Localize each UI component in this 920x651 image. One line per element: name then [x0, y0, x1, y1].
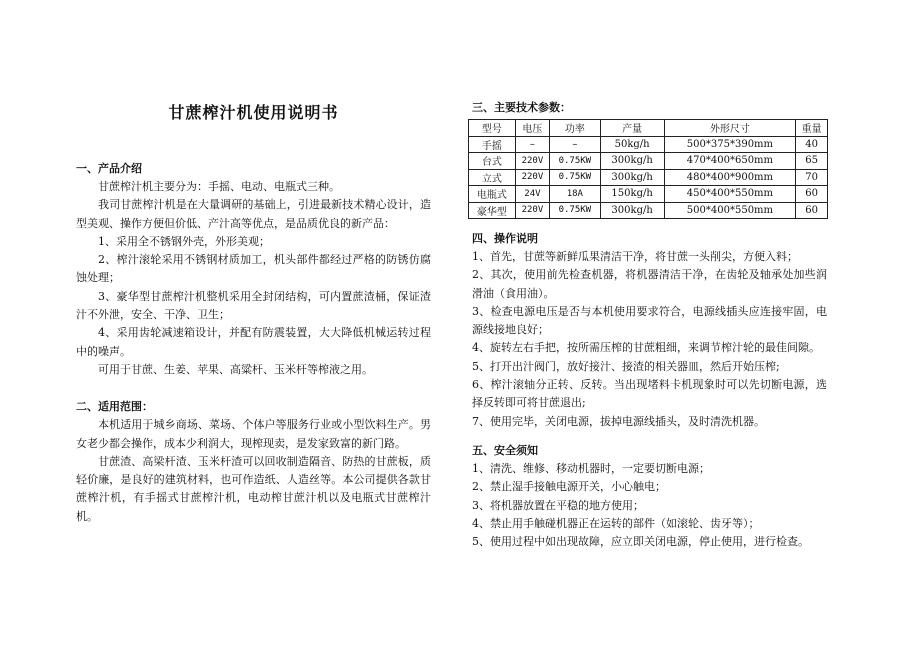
cell-weight: 40	[796, 136, 828, 153]
operation-step: 2、其次，使用前先检查机器，将机器清洁干净，在齿轮及轴承处加些润滑油（食用油）。	[472, 268, 827, 300]
cell-weight: 60	[796, 186, 828, 203]
cell-output: 300kg/h	[600, 202, 664, 219]
cell-power: –	[550, 136, 601, 153]
intro-paragraph: 可用于甘蔗、生姜、苹果、高粱杆、玉米杆等榨液之用。	[98, 362, 373, 376]
col-header-voltage: 电压	[515, 120, 549, 137]
cell-weight: 70	[796, 169, 828, 186]
table-row	[469, 153, 828, 170]
col-header-weight: 重量	[796, 120, 828, 137]
intro-feature: 1、采用全不锈钢外壳，外形美观；	[98, 234, 270, 248]
table-row	[469, 136, 828, 153]
col-header-dimensions: 外形尺寸	[664, 120, 796, 137]
cell-output: 300kg/h	[600, 153, 664, 170]
cell-power: 0.75KW	[550, 169, 601, 186]
section-heading-specs: 三、主要技术参数：	[472, 101, 571, 114]
cell-voltage: 220V	[515, 153, 549, 170]
cell-power: 18A	[550, 186, 601, 203]
left-column	[76, 100, 431, 526]
cell-power: 0.75KW	[550, 202, 601, 219]
right-column	[472, 98, 827, 551]
spec-table	[468, 119, 828, 219]
intro-feature: 2、榨汁滚轮采用不锈钢材质加工，机头部件都经过严格的防锈仿腐蚀处理；	[76, 253, 431, 285]
cell-dimensions: 450*400*550mm	[664, 186, 796, 203]
operation-step: 6、榨汁滚轴分正转、反转。当出现堵料卡机现象时可以先切断电源，选择反转即可将甘蔗退出;	[472, 378, 827, 410]
document-title: 甘蔗榨汁机使用说明书	[168, 103, 339, 122]
col-header-model: 型号	[469, 120, 516, 137]
table-row	[469, 202, 828, 219]
col-header-power: 功率	[550, 120, 601, 137]
safety-item: 5、使用过程中如出现故障，应立即关闭电源，停止使用，进行检查。	[472, 535, 809, 549]
section-heading-scope: 二、适用范围：	[76, 400, 153, 414]
col-header-output: 产量	[600, 120, 664, 137]
cell-model: 手摇	[469, 136, 516, 153]
cell-output: 150kg/h	[600, 186, 664, 203]
cell-model: 立式	[469, 169, 516, 186]
cell-power: 0.75KW	[550, 153, 601, 170]
section-heading-product-intro: 一、产品介绍	[76, 162, 142, 175]
intro-feature: 3、豪华型甘蔗榨汁机整机采用全封闭结构，可内置蔗渣桶，保证渣汁不外泄，安全、干净、卫生；	[76, 289, 431, 322]
safety-item: 4、禁止用手触碰机器正在运转的部件（如滚轮、齿牙等）；	[472, 516, 760, 530]
cell-model: 电瓶式	[469, 186, 516, 203]
cell-voltage: 220V	[515, 169, 549, 186]
cell-weight: 65	[796, 153, 828, 170]
safety-item: 1、清洗、维修、移动机器时，一定要切断电源；	[472, 461, 710, 475]
cell-dimensions: 500*400*550mm	[664, 202, 796, 219]
cell-voltage: –	[515, 136, 549, 153]
intro-paragraph: 我司甘蔗榨汁机是在大量调研的基础上，引进最新技术精心设计，造型美观、操作方便但价低、产汁高等优点，是品质优良的新产品：	[76, 198, 431, 230]
operation-step: 5、打开出汁阀门，放好接汁、接渣的相关器皿，然后开始压榨;	[472, 359, 780, 373]
scope-paragraph: 本机适用于城乡商场、菜场、个体户等服务行业或小型饮料生产。男女老少都会操作，成本少利润大，现榨现卖，是发家致富的新门路。	[76, 418, 431, 450]
cell-dimensions: 480*400*900mm	[664, 169, 796, 186]
safety-item: 3、将机器放置在平稳的地方使用；	[472, 498, 644, 512]
intro-feature: 4、采用齿轮减速箱设计，并配有防震装置，大大降低机械运转过程中的噪声。	[76, 326, 431, 358]
cell-dimensions: 470*400*650mm	[664, 153, 796, 170]
cell-voltage: 220V	[515, 202, 549, 219]
cell-output: 300kg/h	[600, 169, 664, 186]
section-heading-safety: 五、安全须知	[472, 443, 538, 457]
cell-model: 豪华型	[469, 202, 516, 219]
operation-step: 7、使用完毕，关闭电源，拔掉电源线插头，及时清洗机器。	[472, 414, 765, 428]
safety-item: 2、禁止湿手接触电源开关，小心触电；	[472, 480, 666, 494]
cell-model: 台式	[469, 153, 516, 170]
cell-voltage: 24V	[515, 186, 549, 203]
operation-step: 1、首先，甘蔗等新鲜瓜果清洁干净，将甘蔗一头削尖，方便入料；	[472, 250, 798, 263]
section-heading-operation: 四、操作说明	[472, 232, 538, 245]
table-row	[469, 169, 828, 186]
intro-paragraph: 甘蔗榨汁机主要分为：手摇、电动、电瓶式三种。	[98, 180, 340, 193]
cell-dimensions: 500*375*390mm	[664, 136, 796, 153]
table-row	[469, 186, 828, 203]
cell-output: 50kg/h	[600, 136, 664, 153]
table-header-row	[469, 120, 828, 137]
operation-step: 4、旋转左右手把，按所需压榨的甘蔗粗细，来调节榨汁轮的最佳间隙。	[472, 341, 820, 355]
scope-paragraph: 甘蔗渣、高梁杆渣、玉米杆渣可以回收制造隔音、防热的甘蔗板，质轻价廉，是良好的建筑材料，也可作造纸、人造丝等。本公司提供各款甘蔗榨汁机，有手摇式甘蔗榨汁机，电动榨甘蔗汁机以及电瓶式甘蔗榨汁机。	[76, 454, 431, 523]
cell-weight: 60	[796, 202, 828, 219]
operation-step: 3、检查电源电压是否与本机使用要求符合，电源线插头应连接牢固，电源线接地良好；	[472, 304, 827, 337]
